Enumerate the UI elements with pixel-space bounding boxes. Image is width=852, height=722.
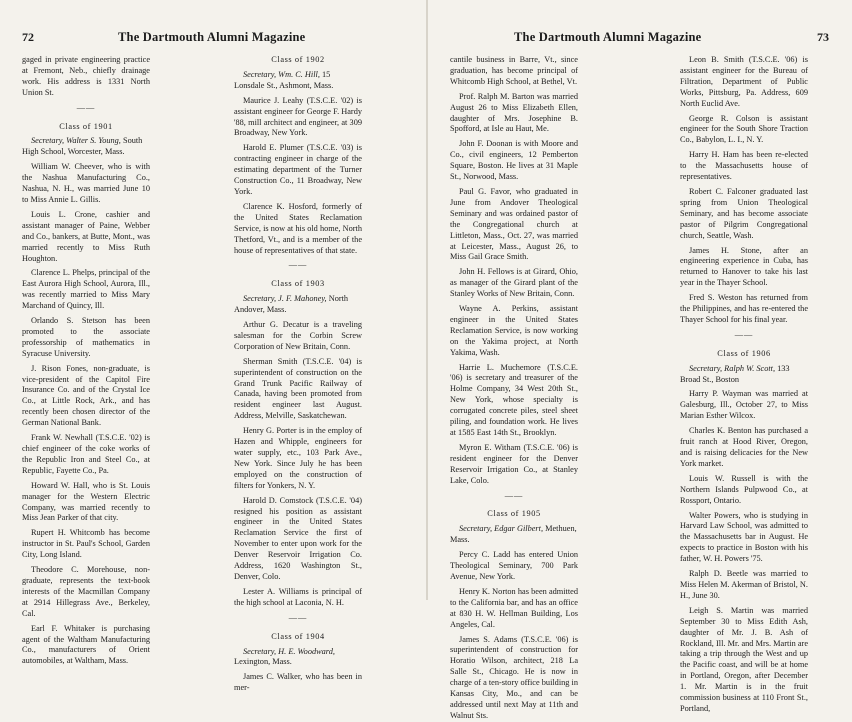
secretary-address: Methuen, Mass. xyxy=(450,524,577,545)
paragraph: Rupert H. Whitcomb has become instructor in St. Paul's School, Garden City, Long Island. xyxy=(22,528,150,560)
paragraph: James C. Walker, who has been in mer- xyxy=(234,672,362,693)
paragraph: John H. Fellows is at Girard, Ohio, as manager of the Girard plant of the Stanley Works of New Britain, Conn. xyxy=(450,267,578,299)
paragraph: Louis W. Russell is with the Northern Islands Pulpwood Co., at Rossport, Ontario. xyxy=(680,473,808,505)
secretary-name: Secretary, Edgar Gilbert, xyxy=(459,524,544,534)
secretary-address: 15 Lonsdale St., Ashmont, Mass. xyxy=(234,69,334,90)
class-secretary xyxy=(680,364,808,386)
left-page xyxy=(0,0,428,693)
paragraph: Clarence K. Hosford, formerly of the United States Reclamation Service, is now at his old home, North Thetford, Vt., and is a member of the house of representatives of that state. xyxy=(234,201,362,255)
divider: —— xyxy=(288,260,308,270)
column-3 xyxy=(450,55,578,720)
paragraph: Percy C. Ladd has entered Union Theological Seminary, 700 Park Avenue, New York. xyxy=(450,550,578,581)
class-heading: Class of 1903 xyxy=(271,279,325,289)
paragraph: William W. Cheever, who is with the Nashua Manufacturing Co., Nashua, N. H., was married June 10 to Miss Annie L. Gillis. xyxy=(22,162,150,204)
paragraph: Leon B. Smith (T.S.C.E. '06) is assistant engineer for the Bureau of Filtration, Department of Public Works, Pittsburg, Pa. Address, 609 North Euclid Ave. xyxy=(680,55,808,108)
paragraph: Fred S. Weston has returned from the Philippines, and has re-entered the Thayer School for his final year. xyxy=(680,293,808,324)
class-secretary xyxy=(234,647,362,669)
paragraph: Howard W. Hall, who is St. Louis manager for the Western Electric Company, was married recently to Miss Jean Parker of that city. xyxy=(22,480,150,523)
divider: —— xyxy=(76,102,96,112)
paragraph: Louis L. Crone, cashier and assistant manager of Paine, Webber and Co., bankers, at Butte, Mont., was married recently to Miss Ruth Houghton. xyxy=(22,209,150,263)
page-number: 72 xyxy=(22,30,34,44)
paragraph: Harold D. Comstock (T.S.C.E. '04) resigned his position as assistant engineer in the United States Reclamation Service the first of November to enter upon work for the Denver Reservoir Irrigation Co. Address, 1620 Washington St., Denver, Colo. xyxy=(234,495,362,581)
column-1 xyxy=(22,55,150,666)
paragraph: cantile business in Barre, Vt., since graduation, has become principal of Whitcomb High School, at Bethel, Vt. xyxy=(450,55,578,86)
paragraph: Harry H. Ham has been re-elected to the Massachusetts house of representatives. xyxy=(680,150,808,182)
paragraph: Maurice J. Leahy (T.S.C.E. '02) is assistant engineer for George F. Hardy '88, mill architect and engineer, at 309 Broadway, New York. xyxy=(234,95,362,138)
class-heading: Class of 1904 xyxy=(271,631,325,641)
column-4 xyxy=(680,55,808,713)
paragraph: Henry G. Porter is in the employ of Hazen and Whipple, engineers for water supply, etc., 103 Park Ave., New York. Since July he has been employed on the construction of filters for Yonkers, N. Y. xyxy=(234,426,362,490)
paragraph: Prof. Ralph M. Barton was married August 26 to Miss Elizabeth Ellen, daughter of Mrs. Josephine B. Spofford, at Isle au Haut, Me. xyxy=(450,91,578,134)
secretary-address: 133 Broad St., Boston xyxy=(680,363,790,384)
class-secretary xyxy=(234,70,362,92)
paragraph: Arthur G. Decatur is a traveling salesman for the Corbin Screw Corporation of New Britain, Conn. xyxy=(234,320,362,351)
divider: —— xyxy=(734,329,754,339)
class-heading: Class of 1905 xyxy=(487,509,541,519)
paragraph: Frank W. Newhall (T.S.C.E. '02) is chief engineer of the coke works of the Republic Iron and Steel Co., at Republic, Fayette Co., Pa. xyxy=(22,433,150,475)
secretary-name: Secretary, H. E. Woodward, xyxy=(243,646,335,656)
paragraph: James S. Adams (T.S.C.E. '06) is superintendent of construction for Horatio Wilson, architect, 218 La Salle St., Chicago. He is now in charge of a ten-story office building in Kansas City, Mo., and can be addressed until next May at 11th and Walnut Sts. xyxy=(450,634,578,720)
paragraph: James H. Stone, after an engineering experience in Cuba, has returned to Hanover to take his last year in the Thayer School. xyxy=(680,245,808,288)
secretary-address: Lexington, Mass. xyxy=(234,657,292,667)
page-number: 73 xyxy=(817,30,829,44)
paragraph: Lester A. Williams is principal of the high school at Laconia, N. H. xyxy=(234,586,362,607)
paragraph: Wayne A. Perkins, assistant engineer in the United States Reclamation Service, is now working on the Yakima project, at North Yakima, Wash. xyxy=(450,304,578,357)
paragraph: Henry K. Norton has been admitted to the California bar, and has an office at 830 H. W. Hellman Building, Los Angeles, Cal. xyxy=(450,586,578,629)
paragraph: John F. Doonan is with Moore and Co., civil engineers, 12 Pemberton Square, Boston. He lives at 31 Maple St., Norwood, Mass. xyxy=(450,139,578,182)
paragraph: George R. Colson is assistant engineer for the South Shore Traction Co., Babylon, L. I., N. Y. xyxy=(680,113,808,145)
secretary-name: Secretary, Walter S. Young, xyxy=(31,136,121,146)
paragraph: Robert C. Falconer graduated last spring from Union Theological Seminary, and has become associate pastor of Pilgrim Congregational church, Seattle, Wash. xyxy=(680,186,808,240)
running-header: The Dartmouth Alumni Magazine xyxy=(118,30,306,44)
paragraph: Harry P. Wayman was married at Galesburg, Ill., October 27, to Miss Marian Esther Wilcox. xyxy=(680,389,808,421)
paragraph: Walter Powers, who is studying in Harvard Law School, was admitted to the Massachusetts bar in August. He expects to practice in Boston with his father, W. H. Powers '75. xyxy=(680,510,808,564)
paragraph: Earl F. Whitaker is purchasing agent of the Waltham Manufacturing Co., manufacturers of Orient automobiles, at Waltham, Mass. xyxy=(22,623,150,666)
paragraph: Myron E. Witham (T.S.C.E. '06) is resident engineer for the Denver Reservoir Irrigation Co., at Stanley Lake, Colo. xyxy=(450,442,578,485)
paragraph: Ralph D. Beetle was married to Miss Helen M. Akerman of Bristol, N. H., June 30. xyxy=(680,569,808,600)
paragraph: Harrie L. Muchemore (T.S.C.E. '06) is secretary and treasurer of the Holme Company, 34 West 20th St., New York, whose specialty is corrugated concrete piles, steel sheet piling, and foundation work. He lives at 1585 East 14th St., Brooklyn. xyxy=(450,362,578,437)
paragraph: Theodore C. Morehouse, non-graduate, represents the text-book interests of the Macmillan Company at 2914 Hillegrass Ave., Berkeley, Cal. xyxy=(22,565,150,618)
class-heading: Class of 1902 xyxy=(271,55,325,64)
divider: —— xyxy=(504,490,524,500)
secretary-name: Secretary, Ralph W. Scott, xyxy=(689,363,776,373)
paragraph: Clarence L. Phelps, principal of the East Aurora High School, Aurora, Ill., was recently married to Miss Mary Marchand of Quincy, Ill. xyxy=(22,268,150,311)
secretary-name: Secretary, Wm. C. Hill, xyxy=(243,69,320,79)
paragraph: J. Rison Fones, non-graduate, is vice-president of the Capitol Fire Insurance Co. and of the Crystal Ice Co., at Little Rock, Ark., and has recently been chosen director of the German National Bank. xyxy=(22,363,150,428)
class-secretary xyxy=(22,136,150,158)
divider: —— xyxy=(288,612,308,622)
paragraph: Orlando S. Stetson has been promoted to the associate professorship of mathematics in Syracuse University. xyxy=(22,316,150,358)
secretary-address: North Andover, Mass. xyxy=(234,294,349,315)
paragraph: Paul G. Favor, who graduated in June from Andover Theological Seminary and was ordained pastor of the Congregational church at Littleton, Mass., Oct. 27, was married at Leicester, Mass., August 26, to Miss Gail Grace Smith. xyxy=(450,186,578,262)
column-2 xyxy=(234,55,362,693)
secretary-name: Secretary, J. F. Mahoney, xyxy=(243,294,327,304)
paragraph: Charles K. Benton has purchased a fruit ranch at Hood River, Oregon, and is raising delicacies for the New York market. xyxy=(680,426,808,468)
paragraph: gaged in private engineering practice at Fremont, Neb., chiefly drainage work. His address is 1331 North Union St. xyxy=(22,55,150,97)
running-header: The Dartmouth Alumni Magazine xyxy=(514,30,702,44)
right-page xyxy=(428,0,852,720)
secretary-address: South High School, Worcester, Mass. xyxy=(22,136,143,157)
paragraph: Leigh S. Martin was married September 30 to Miss Edith Ash, daughter of Mr. J. B. Ash of Rockland, Ill. Mr. and Mrs. Martin are taking a trip through the West and up the Pacific coast, and will be at home in Portland, Oregon, after December 1. Mr. Martin is in the fruit commission business at 110 Front St., Portland, xyxy=(680,605,808,713)
paragraph: Harold E. Plumer (T.S.C.E. '03) is contracting engineer in charge of the estimating department of the Turner Construction Co., 11 Broadway, New York. xyxy=(234,143,362,196)
paragraph: Sherman Smith (T.S.C.E. '04) is superintendent of construction on the Grand Trunk Pacific Railway of Canada, having been promoted from resident engineer last August. Address, Melville, Saskatchewan. xyxy=(234,356,362,421)
class-secretary xyxy=(450,524,578,546)
class-heading: Class of 1901 xyxy=(59,121,113,131)
class-secretary xyxy=(234,294,362,316)
class-heading: Class of 1906 xyxy=(717,348,771,358)
